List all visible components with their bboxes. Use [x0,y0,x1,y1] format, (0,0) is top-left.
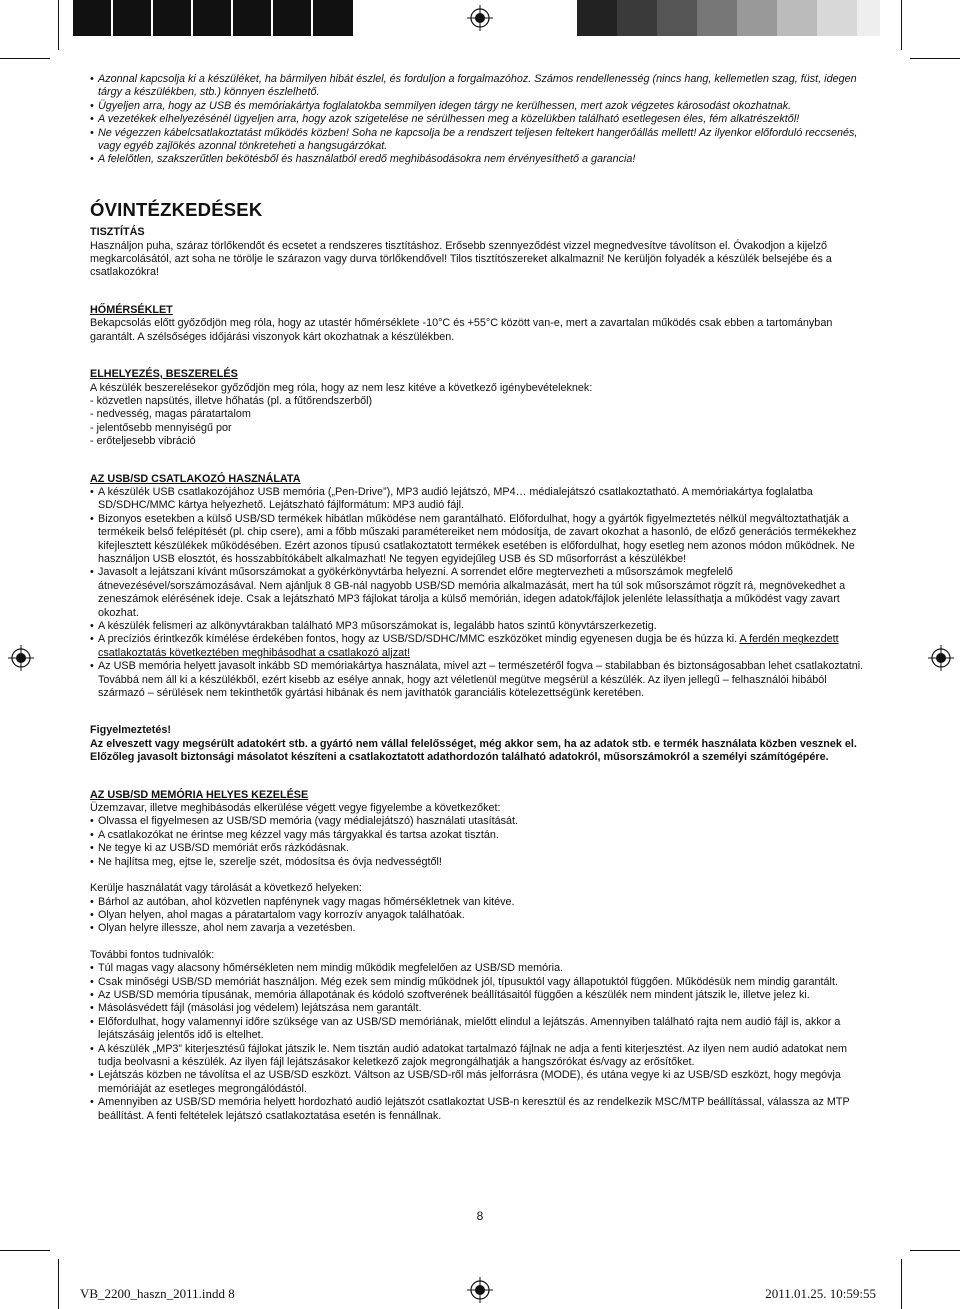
list-item [90,633,870,660]
warnings-list [90,73,870,167]
registration-mark-icon [467,1277,493,1303]
list-item: • Bárhol az autóban, ahol közvetlen napfénynek vagy magas hőmérsékletnek van kitéve. [90,896,870,909]
list-item: • Olvassa el figyelmesen az USB/SD memória (vagy médialejátszó) használati utasítását. [90,815,870,828]
list-item: • Olyan helyre illessze, ahol nem zavarja a vezetésben. [90,922,870,935]
list-item: • A készülék „MP3” kiterjesztésű fájlokat játszik le. Nem tisztán audió adatokat tartalmazó fájlnak ne adja a fenti kiterjesztést. Az ilyen nem audió adatokat nem tudja beolvasni a készülék. Az ilyen fájl lejátszásakor keletkező zajok megrongálhatják a hangszórókat és/vagy az erősítőket. [90,1043,870,1070]
list-item: • Amennyiben az USB/SD memória helyett hordozható audió lejátszót csatlakoztat USB-n keresztül és az rendelkezik MSC/MTP beállítással, válassza az MTP beállítást. A fenti feltételek lejátszó csatlakoztatása esetén is fennállnak. [90,1096,870,1123]
list-item: • Azonnal kapcsolja ki a készüléket, ha bármilyen hibát észlel, és forduljon a forgalmazóhoz. Számos rendellenesség (nincs hang, kellemetlen szag, füst, idegen tárgy a készülékben, stb.) könnyen észlelhető. [90,73,870,100]
page-content [90,73,870,1123]
notice-text: Az elveszett vagy megsérült adatokért stb. a gyártó nem vállal felelősséget, még akkor sem, ha az adatok stb. e termék használata közben vesznek el. Előzőleg javasolt biztonsági másolatot készíteni a csatlakoztatott adathordozón található adatokról, műsorszámokról a személyi számítógépére. [90,737,857,764]
list-item: - közvetlen napsütés, illetve hőhatás (pl. a fűtőrendszerből) [90,394,373,407]
registration-mark-icon [8,645,34,671]
list-item: - jelentősebb mennyiségű por [90,421,232,434]
list-item: • Előfordulhat, hogy valamennyi időre szüksége van az USB/SD memóriának, mielőtt elindul a lejátszás. Amennyiben található rajta nem audió fájl is, akkor a lejátszásáig jelentős idő is eltelhet. [90,1016,870,1043]
section-heading-placement: ELHELYEZÉS, BESZERELÉS [90,368,238,381]
crop-mark [910,1250,960,1251]
temperature-text: Bekapcsolás előtt győződjön meg róla, hogy az utastér hőmérséklete -10°C és +55°C között van-e, mert a zavartalan működés csak ebben a tartományban garantált. A szélsőséges időjárási viszonyok kárt okozhatnak a készülékben. [90,317,833,343]
section-heading-cleaning: TISZTÍTÁS [90,226,145,239]
list-item: • Javasolt a lejátszani kívánt műsorszámokat a gyökérkönyvtárba helyezni. A sorrendet előre megtervezheti a műsorszámok megfelelő átnevezésével/sorszámozásával. Nem ajánljuk 8 GB-nál nagyobb USB/SD memória alkalmazását, mert ha túl sok műsorszámot rögzít rá, megnövekedhet a zeneszámok elérésének ideje. Csak a lejátszható MP3 fájlokat tárolja a külső memórián, idegen adatok/fájlok jelenléte lelassíthatja a működést vagy zavart okozhat. [90,566,870,620]
list-item: • Az USB/SD memória típusának, memória állapotának és kódoló szoftverének beállításaitól függően a készülék nem mindent játszik le, illetve jelez ki. [90,989,870,1002]
list-item: • Ne tegye ki az USB/SD memóriát erős rázkódásnak. [90,842,870,855]
list-item: • A vezetékek elhelyezésénél ügyeljen arra, hogy azok szigetelése ne sérülhessen meg a közelükben található esetlegesen éles, fém alkatrészektől! [90,113,870,126]
crop-mark [901,1259,902,1309]
usb-b5-warning: A ferdén megkezdett csatlakoztatás következtében meghibásodhat a csatlakozó aljzat! [98,633,839,659]
section-heading-handling: AZ USB/SD MEMÓRIA HELYES KEZELÉSE [90,788,309,801]
list-item: • A csatlakozókat ne érintse meg kézzel vagy más tárgyakkal és tartsa azokat tisztán. [90,829,870,842]
list-item: • Túl magas vagy alacsony hőmérsékleten nem mindig működik megfelelően az USB/SD memória. [90,962,870,975]
list-item: • Az USB memória helyett javasolt inkább SD memóriakártya használata, mivel azt – természetéről fogva – stabilabban és biztonságosabban lehet csatlakoztatni. Továbbá nem áll ki a készülékből, ezért kisebb az esélye annak, hogy azt véletlenül megütve megsérül a készülék. Az ilyen jellegű – felhasználói hibából származó – sérülések nem tekinthetők gyártási hibának és nem javíthatók garanciális kötelezettségünk keretében. [90,660,870,700]
color-bar-right [577,0,880,36]
list-item: - nedvesség, magas páratartalom [90,408,251,421]
section-heading-usb: AZ USB/SD CSATLAKOZÓ HASZNÁLATA [90,472,301,485]
crop-mark [58,0,59,50]
page-title: ÓVINTÉZKEDÉSEK [90,198,263,220]
registration-mark-icon [928,645,954,671]
registration-mark-icon [467,5,493,31]
list-item: • Csak minőségi USB/SD memóriát használjon. Még ezek sem mindig működnek jól, típusuktól vagy állapotuktól függően. Működésük nem mindig garantált. [90,976,870,989]
list-item: • A készülék USB csatlakozójához USB memória („Pen-Drive”), MP3 audió lejátszó, MP4… médialejátszó csatlakoztatható. A memóriakártya foglalatba SD/SDHC/MMC kártya helyezhető. Lejátszható fájlformátum: MP3 audió fájl. [90,486,870,513]
list-item: • Lejátszás közben ne távolítsa el az USB/SD eszközt. Váltson az USB/SD-ről más jelforrásra (MODE), és utána vegye ki az USB/SD eszközt, hogy megóvja memóriáját az esetleges megrongálódástól. [90,1069,870,1096]
avoid-intro: Kerülje használatát vagy tárolását a következő helyeken: [90,882,362,895]
list-item: • Ne hajlítsa meg, ejtse le, szerelje szét, módosítsa és óvja nedvességtől! [90,856,870,869]
crop-mark [0,1250,50,1251]
placement-intro: A készülék beszerelésekor győződjön meg róla, hogy az nem lesz kitéve a következő igénybevételeknek: [90,381,593,394]
crop-mark [58,1259,59,1309]
notice-heading: Figyelmeztetés! [90,724,172,737]
crop-mark [0,58,50,59]
list-item: • A készülék felismeri az alkönyvtárakban található MP3 műsorszámokat is, legalább hatos szintű könyvtárszerkezetig. [90,620,870,633]
crop-mark [901,0,902,50]
list-item: • Ne végezzen kábelcsatlakoztatást működés közben! Soha ne kapcsolja be a rendszert teljesen feltekert hangerőállás mellett! Az ilyenkor előforduló reccsenés, vagy egyéb zajlökés azonnal tönkreteheti a hangsugárzókat. [90,127,870,154]
footer-file: VB_2200_haszn_2011.indd 8 [80,1286,235,1301]
footer-date: 2011.01.25. 10:59:55 [765,1286,876,1301]
crop-mark [910,58,960,59]
list-item: • Másolásvédett fájl (másolási jog védelem) lejátszása nem garantált. [90,1002,870,1015]
usb-b5-text: A precíziós érintkezők kímélése érdekében fontos, hogy az USB/SD/SDHC/MMC eszközöket mindig egyenesen dugja be és húzza ki. [98,633,740,646]
section-heading-temperature: HŐMÉRSÉKLET [90,303,173,316]
cleaning-text: Használjon puha, száraz törlőkendőt és ecsetet a rendszeres tisztításhoz. Erősebb szennyeződést vizzel megnedvesítve távolítson el. Óvakodjon a kijelző megkarcolásától, azt soha ne törölje le szárazon vagy durva törlőkendővel! Tilos tisztítószereket alkalmazni! Ne kerüljön folyadék a készülék belsejébe és a csatlakozókra! [90,239,832,279]
handling-intro: Üzemzavar, illetve meghibásodás elkerülése végett vegye figyelembe a következőket: [90,802,501,815]
list-item: • Bizonyos esetekben a külső USB/SD termékek hibátlan működése nem garantálható. Előfordulhat, hogy a gyártók figyelmeztetés nélkül megváltoztathatják a termékeik belső felépítését (pl. chip csere), ami a főbb műszaki paramétereiket nem módosítja, de zavart okozhat a hasonló, de előző generációs termékekhez kifejlesztett készülékek működésében. Ezért azonos típusú csatlakoztatott termékek esetében is előfordulhat, hogy esetleg nem azonos módon működnek. Ne használjon USB elosztót, és hosszabbítókábelt alkalmazhat! Ne tegyen egyidejűleg USB és SD műsorforrást a készülékbe! [90,513,870,567]
list-item: • Ügyeljen arra, hogy az USB és memóriakártya foglalatokba semmilyen idegen tárgy ne kerülhessen, mert azok végzetes károsodást okozhatnak. [90,100,870,113]
color-bar-separators [73,0,313,36]
list-item: - erőteljesebb vibráció [90,435,196,448]
list-item: • A felelőtlen, szakszerűtlen bekötésből és használatból eredő meghibásodásokra nem érvényesíthető a garancia! [90,153,870,166]
list-item: • Olyan helyen, ahol magas a páratartalom vagy korrozív anyagok találhatóak. [90,909,870,922]
more-intro: További fontos tudnivalók: [90,948,215,961]
page-number: 8 [476,1209,484,1223]
